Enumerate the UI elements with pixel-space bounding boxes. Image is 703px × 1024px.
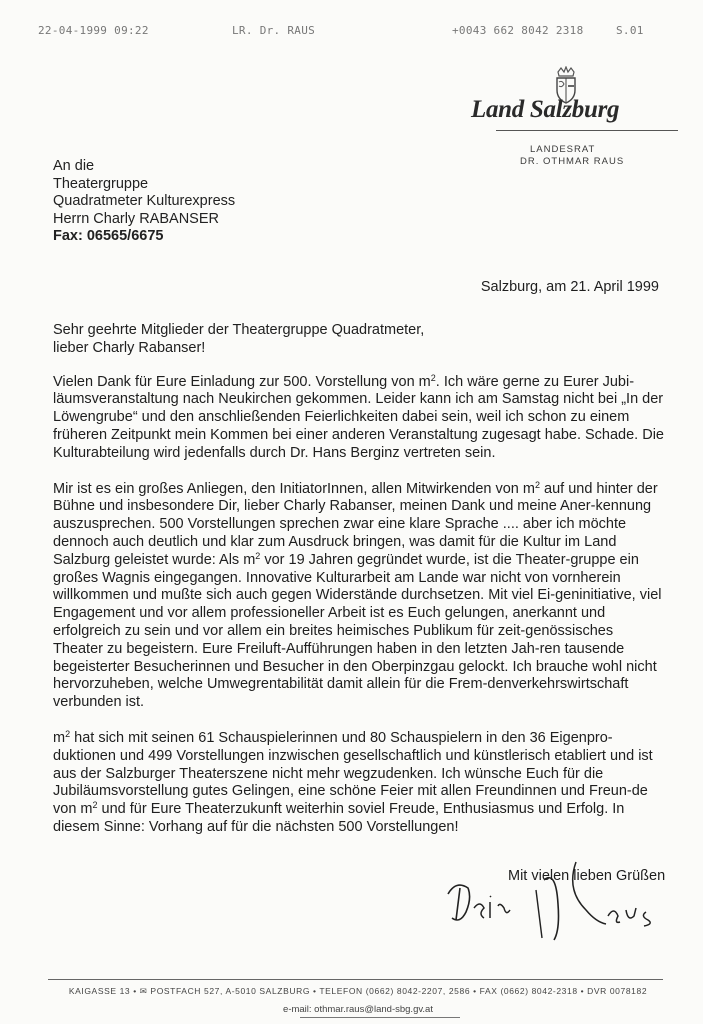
text-run: . Ich wäre gerne zu Eurer Jubi-läumsveranstaltung nach Neukirchen gekommen. Leider kann ich am Samstag nicht bei „In der Löwengrube“ und den anschließenden Feierlichkeiten dabei sein, weil ich schon zu einem früheren Zeitpunkt mein Kommen bei einer anderen Veranstaltung zugesagt habe. Schade. Die Kulturabteilung wird jedenfalls durch Dr. Hans Berginz vertreten sein.: [53, 373, 664, 461]
text-run: m: [53, 729, 66, 746]
footer-divider: [48, 979, 663, 980]
fax-page: S.01: [616, 24, 644, 37]
text-run: Mir ist es ein großes Anliegen, den InitiatorInnen, allen Mitwirkenden von m: [53, 480, 535, 497]
footer-address: KAIGASSE 13 • ✉ POSTFACH 527, A-5010 SALZBURG • TELEFON (0662) 8042-2207, 2586 • FAX (0662) 8042-2318 • DVR 0078182: [68, 986, 648, 996]
footer-email: e-mail: othmar.raus@land-sbg.gv.at: [283, 1004, 433, 1015]
recipient-line: Quadratmeter Kulturexpress: [53, 193, 236, 209]
paragraph-1: [53, 374, 665, 463]
salutation-line: Sehr geehrte Mitglieder der Theatergruppe Quadratmeter,: [53, 322, 425, 338]
text-run: und für Eure Theaterzukunft weiterhin soviel Freude, Enthusiasmus und Erfolg. In diesem Sinne: Vorhang auf für die nächsten 500 Vorstellungen!: [53, 801, 625, 835]
land-salzburg-logo: Land Salzburg: [471, 96, 620, 123]
salutation: [53, 322, 665, 358]
office-block: [520, 144, 624, 168]
paragraph-2: [53, 481, 665, 712]
superscript: 2: [255, 550, 261, 561]
letter-date: Salzburg, am 21. April 1999: [480, 279, 659, 295]
paragraph-3: [53, 730, 665, 837]
text-run: hat sich mit seinen 61 Schauspielerinnen und 80 Schauspielern in den 36 Eigenpro-duktionen und 499 Vorstellungen inzwischen gesellschaftlich und künstlerisch etabliert und ist aus der Salzburger Theaterszene nicht mehr wegzudenken. Ich wünsche Euch für die Jubiläumsvorstellung gutes Gelingen, eine schöne Feier mit allen Freundinnen und Freun-de von m: [53, 729, 653, 818]
recipient-fax: Fax: 06565/6675: [53, 228, 164, 244]
superscript: 2: [92, 800, 98, 811]
recipient-line: Theatergruppe: [53, 175, 149, 192]
recipient-address: [53, 158, 235, 246]
office-title: LANDESRAT: [530, 144, 596, 155]
fax-number: +0043 662 8042 2318: [452, 24, 584, 37]
recipient-line: An die: [53, 158, 95, 174]
fax-sender: LR. Dr. RAUS: [232, 24, 316, 37]
superscript: 2: [534, 479, 540, 490]
email-underline: [300, 1017, 460, 1018]
recipient-line: Herrn Charly RABANSER: [53, 210, 219, 227]
text-run: Vielen Dank für Eure Einladung zur 500. Vorstellung von m: [53, 373, 431, 390]
superscript: 2: [430, 372, 436, 383]
fax-datetime: 22-04-1999 09:22: [38, 24, 149, 37]
salutation-line: lieber Charly Rabanser!: [53, 339, 206, 356]
text-run: auf und hinter der Bühne und insbesondere Dir, lieber Charly Rabanser, meinen Dank und meine Aner-kennung auszusprechen. 500 Vorstellungen sprechen zwar eine klare Sprache .... aber ich möchte dennoch auch deutlich und klar zum Ausdruck bringen, was damit für die Kultur im Land Salzburg geleistet wurde: Als m: [53, 480, 658, 568]
letter-body: [53, 322, 665, 855]
closing: Mit vielen lieben Grüßen: [508, 868, 666, 884]
logo-divider: [496, 130, 678, 131]
handwritten-signature: [436, 850, 676, 955]
text-run: vor 19 Jahren gegründet wurde, ist die Theater-gruppe ein großes Wagnis eingegangen. Innovative Kulturarbeit am Lande war nicht von vornherein willkommen und mußte sich auch gegen Widerstände durchsetzen. Mit viel Ei-geninitiative, viel Engagement und vor allem professioneller Arbeit ist es Euch gelungen, anerkannt und erfolgreich zu sein und vor allem ein breites heimisches Publikum für zeit-genössisches Theater zu begeistern. Eure Freiluft-Aufführungen haben in den letzten Jah-ren tausende begeisterter Besucherinnen und Besucher in den Oberpinzgau gelockt. Ich brauche wohl nicht hervorzuheben, welche Umwegrentabilität damit allein für die Frem-denverkehrswirtschaft verbunden ist.: [53, 551, 662, 711]
office-name: DR. OTHMAR RAUS: [520, 156, 625, 167]
superscript: 2: [65, 728, 71, 739]
